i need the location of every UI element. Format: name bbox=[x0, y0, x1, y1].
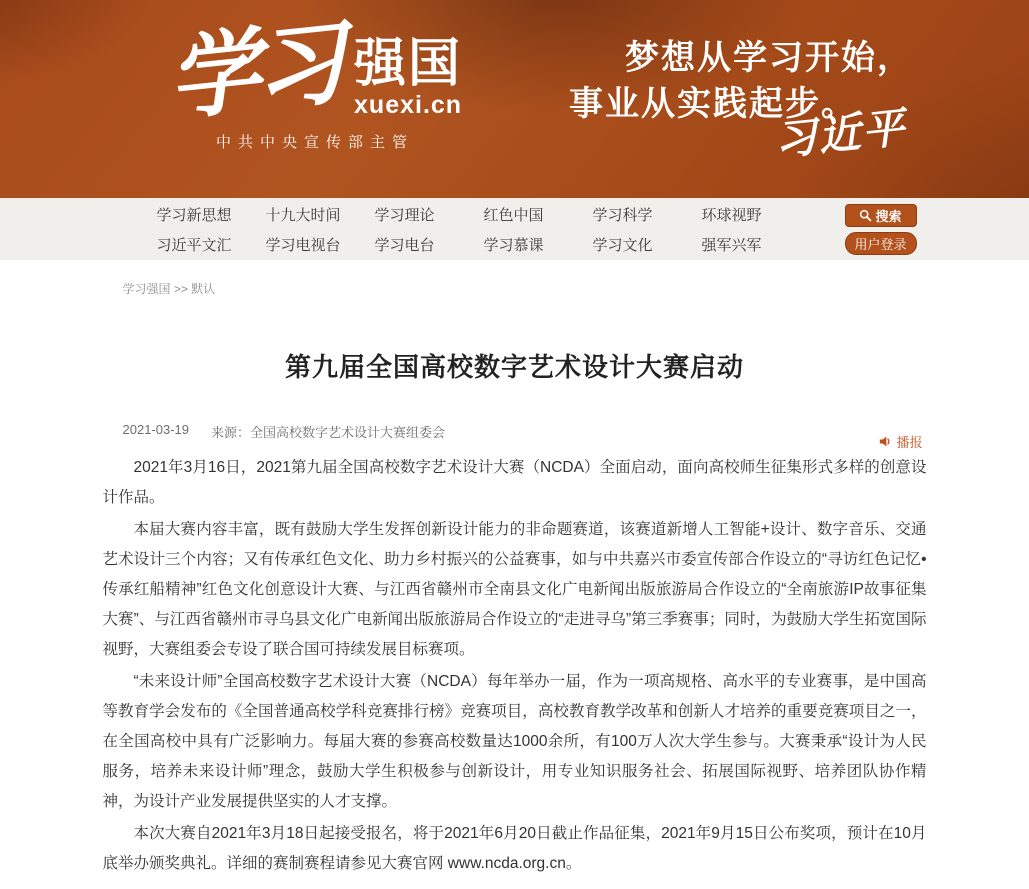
nav-item-new-thought[interactable]: 学习新思想 bbox=[156, 206, 232, 224]
page-title: 第九届全国高校数字艺术设计大赛启动 bbox=[284, 352, 744, 382]
article-paragraph: 本次大赛自2021年3月18日起接受报名，将于2021年6月20日截止作品征集，2021年9月15日公布奖项，预计在10月底举办颁奖典礼。详细的赛制赛程请参见大赛官网 www.ncda.org.cn。 bbox=[102, 825, 927, 872]
nav-links bbox=[157, 204, 811, 255]
nav-item-radio[interactable]: 学习电台 bbox=[374, 236, 435, 254]
article-paragraph: “未来设计师”全国高校数字艺术设计大赛（NCDA）每年举办一届，作为一项高规格、高水平的专业赛事，是中国高等教育学会发布的《全国普通高校学科竞赛排行榜》竞赛项目，高校教育教学改革和创新人才培养的重要竞赛项目之一，在全国高校中具有广泛影响力。每届大赛的参赛高校数量达1000余所，有100万人次大学生参与。大赛秉承“设计为人民服务，培养未来设计师”理念，鼓励大学生积极参与创新设计，用专业知识服务社会、拓展国际视野、培养团队协作精神，为设计产业发展提供坚实的人才支撑。 bbox=[102, 673, 927, 810]
article-meta bbox=[105, 422, 925, 450]
logo-bold-text: 强国 bbox=[354, 35, 463, 93]
nav-item-xi-collection[interactable]: 习近平文汇 bbox=[156, 236, 232, 254]
slogan-line-2: 事业从实践起步。 bbox=[569, 84, 857, 124]
article-main bbox=[0, 280, 1029, 879]
login-button[interactable] bbox=[845, 232, 917, 255]
site-header bbox=[0, 0, 1029, 198]
search-icon bbox=[859, 209, 872, 222]
nav-item-red-china[interactable]: 红色中国 bbox=[483, 206, 544, 224]
main-navbar bbox=[0, 198, 1029, 260]
article-body bbox=[103, 453, 927, 879]
logo-domain-text: xuexi.cn bbox=[354, 91, 463, 119]
nav-item-19th-congress[interactable]: 十九大时间 bbox=[265, 206, 341, 224]
speaker-icon bbox=[879, 435, 892, 448]
nav-item-tv[interactable]: 学习电视台 bbox=[265, 236, 341, 254]
site-logo[interactable] bbox=[162, 8, 463, 152]
article-paragraph: 本届大赛内容丰富，既有鼓励大学生发挥创新设计能力的非命题赛道，该赛道新增人工智能+设计、数字音乐、交通艺术设计三个内容；又有传承红色文化、助力乡村振兴的公益赛事，如与中共嘉兴市委宣传部合作设立的“寻访红色记忆•传承红船精神”红色文化创意设计大赛、与江西省赣州市全南县文化广电新闻出版旅游局合作设立的“全南旅游IP故事征集大赛”、与江西省赣州市寻乌县文化广电新闻出版旅游局合作设立的“走进寻乌”第三季赛事；同时，为鼓励大学生拓宽国际视野，大赛组委会专设了联合国可持续发展目标赛项。 bbox=[102, 521, 927, 658]
login-button-label: 用户登录 bbox=[854, 236, 907, 252]
article-source-prefix: 来源： bbox=[211, 425, 251, 440]
nav-item-military[interactable]: 强军兴军 bbox=[701, 236, 762, 254]
logo-calligraphy-text: 学习 bbox=[162, 8, 346, 134]
broadcast-label: 播报 bbox=[896, 435, 923, 450]
broadcast-button[interactable] bbox=[879, 432, 922, 451]
search-button-label: 搜索 bbox=[875, 208, 902, 224]
article-source bbox=[211, 422, 445, 441]
slogan-line-1: 梦想从学习开始， bbox=[625, 38, 913, 78]
article-source-name: 全国高校数字艺术设计大赛组委会 bbox=[250, 425, 446, 440]
nav-item-global-vision[interactable]: 环球视野 bbox=[701, 206, 762, 224]
signature-calligraphy: 习近平 bbox=[772, 102, 909, 166]
search-button[interactable] bbox=[845, 204, 917, 227]
nav-item-mooc[interactable]: 学习慕课 bbox=[483, 236, 544, 254]
logo-supervisor-text: 中共中央宣传部主管 bbox=[216, 134, 415, 151]
nav-item-theory[interactable]: 学习理论 bbox=[374, 206, 435, 224]
nav-item-science[interactable]: 学习科学 bbox=[592, 206, 653, 224]
nav-buttons bbox=[845, 204, 917, 255]
article-paragraph: 2021年3月16日，2021第九届全国高校数字艺术设计大赛（NCDA）全面启动，面向高校师生征集形式多样的创意设计作品。 bbox=[102, 459, 927, 506]
article-date: 2021-03-19 bbox=[122, 422, 189, 437]
header-slogan bbox=[569, 36, 913, 168]
breadcrumb[interactable]: 学习强国 >> 默认 bbox=[122, 282, 216, 296]
nav-item-culture[interactable]: 学习文化 bbox=[592, 236, 653, 254]
